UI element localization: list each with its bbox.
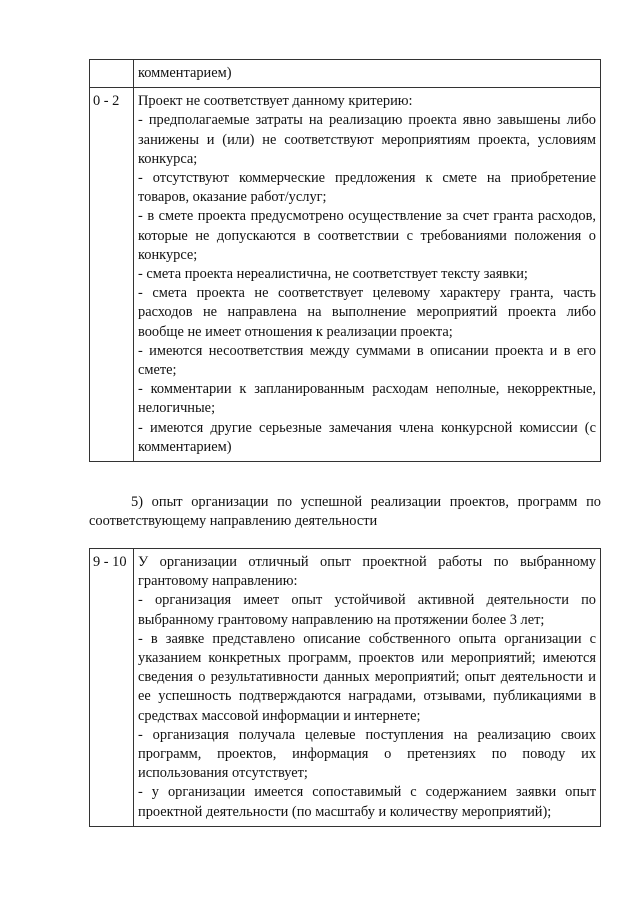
table-row <box>90 549 601 827</box>
score-cell: 0 - 2 <box>90 88 134 462</box>
paragraph-text: 5) опыт организации по успешной реализации проектов, программ по соответствующему направлению деятельности <box>89 494 601 530</box>
description-line: - организация получала целевые поступления на реализацию своих программ, проектов, информация о претензиях по поводу их использования отсутствует; <box>138 726 596 782</box>
description-line: - имеются несоответствия между суммами в описании проекта и в его смете; <box>138 342 596 379</box>
description-cell <box>134 88 601 462</box>
description-line: Проект не соответствует данному критерию: <box>138 93 413 110</box>
description-line: У организации отличный опыт проектной работы по выбранному грантовому направлению: <box>138 554 596 590</box>
description-line: - смета проекта не соответствует целевому характеру гранта, часть расходов не направлена на выполнение мероприятий проекта либо вообще не имеет отношения к реализации проекта; <box>138 285 596 340</box>
criteria-table-2 <box>89 548 601 827</box>
description-line: - имеются другие серьезные замечания члена конкурсной комиссии (с комментарием) <box>138 419 596 455</box>
description-line: - комментарии к запланированным расходам неполные, некорректные, нелогичные; <box>138 381 596 417</box>
score-cell <box>90 60 134 88</box>
description-line: - в смете проекта предусмотрено осуществление за счет гранта расходов, которые не допускаются в соответствии с требованиями положения о конкурсе; <box>138 208 596 263</box>
section-paragraph <box>89 493 601 531</box>
description-cell <box>134 549 601 827</box>
table-row <box>90 88 601 462</box>
table-row <box>90 60 601 88</box>
description-line: - в заявке представлено описание собственного опыта организации с указанием конкретных программ, проектов или мероприятий; имеются сведения о результативности данных мероприятий; опыт деятельности и ее успешность подтверждаются наградами, отзывами, публикациями в средствах массовой информации и интернете; <box>138 630 596 724</box>
description-line: - отсутствуют коммерческие предложения к смете на приобретение товаров, оказание работ/услуг; <box>138 170 596 206</box>
description-line: - смета проекта нереалистична, не соответствует тексту заявки; <box>138 266 528 283</box>
description-line: - организация имеет опыт устойчивой активной деятельности по выбранному грантовому направлению на протяжении более 3 лет; <box>138 592 596 628</box>
criteria-table-1 <box>89 59 601 462</box>
description-line: - предполагаемые затраты на реализацию проекта явно завышены либо занижены и (или) не соответствуют мероприятиям проекта, условиям конкурса; <box>138 112 596 167</box>
description-line: - у организации имеется сопоставимый с содержанием заявки опыт проектной деятельности (по масштабу и количеству мероприятий); <box>138 784 596 820</box>
description-line: комментарием) <box>138 65 232 81</box>
description-cell <box>134 60 601 88</box>
score-cell: 9 - 10 <box>90 549 134 827</box>
